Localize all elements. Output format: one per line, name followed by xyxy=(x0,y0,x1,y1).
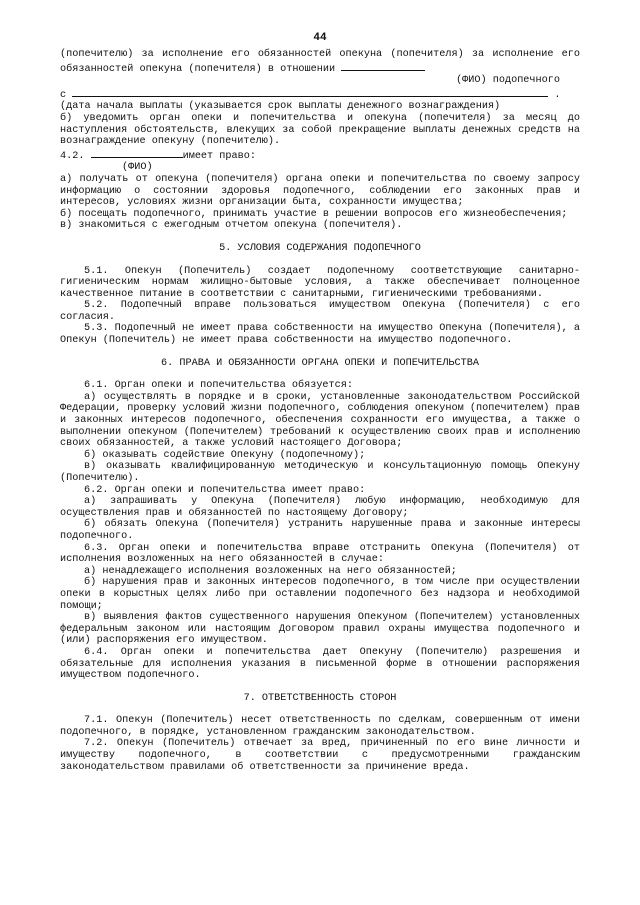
intro-item-b: б) уведомить орган опеки и попечительства и опекуна (попечителя) за месяц до наступления обстоятельств, влекущих за собой прекращение выплаты денежных средств на вознаграждение опекуну (попечителю). xyxy=(60,112,580,148)
clause-6-3-b: б) нарушения прав и законных интересов подопечного, в том числе при осуществлении опеки в корыстных целях либо при оставлении подопечного без надзора и необходимой помощи; xyxy=(60,577,580,612)
clause-6-2: 6.2. Орган опеки и попечительства имеет право: xyxy=(84,484,366,496)
section-5-title: 5. УСЛОВИЯ СОДЕРЖАНИЯ ПОДОПЕЧНОГО xyxy=(219,242,421,254)
clause-5-3: 5.3. Подопечный не имеет права собственности на имущество Опекуна (Попечителя), а Опекун (Попечитель) не имеет права собственности на имущество подопечного. xyxy=(60,323,580,347)
document-body xyxy=(60,49,580,773)
guardian-name-blank xyxy=(91,148,183,158)
clause-7-2: 7.2. Опекун (Попечитель) отвечает за вред, причиненный по его вине личности и имуществу подопечного, в соответствии с предусмотренными гражданским законодательством правилами об ответственности за причинение вреда. xyxy=(60,738,580,773)
intro-item-v: в) знакомиться с ежегодным отчетом опекуна (попечителя). xyxy=(60,220,403,232)
fio-ward-label: (ФИО) подопечного xyxy=(456,75,560,87)
clause-5-1: 5.1. Опекун (Попечитель) создает подопечному соответствующие санитарно-гигиеническим нормам жилищно-бытовые условия, а также обеспечивает полноценное качественное питание в соответствии с санитарными, гигиеническими требованиями. xyxy=(60,265,580,300)
section-7-title: 7. ОТВЕТСТВЕННОСТЬ СТОРОН xyxy=(243,692,397,704)
clause-6-1-v: в) оказывать квалифицированную методическую и консультационную помощь Опекуну (Попечителю). xyxy=(60,461,580,484)
ward-name-blank xyxy=(341,61,425,71)
clause-6-1: 6.1. Орган опеки и попечительства обязуется: xyxy=(84,380,353,392)
intro-item-a: а) получать от опекуна (попечителя) органа опеки и попечительства по своему запросу информацию о состоянии здоровья подопечного, соблюдении его законных прав и интересов, условиях жизни организации быта, сохранности имущества; xyxy=(60,173,580,209)
clause-4-2-num: 4.2. xyxy=(60,150,85,162)
clause-4-2-text: имеет право: xyxy=(182,150,256,162)
section-6-title: 6. ПРАВА И ОБЯЗАННОСТИ ОРГАНА ОПЕКИ И ПОПЕЧИТЕЛЬСТВА xyxy=(161,357,479,369)
fio-label: (ФИО) xyxy=(122,162,153,174)
intro-line-3 xyxy=(60,87,580,102)
intro-line-4: (дата начала выплаты (указывается срок выплаты денежного вознаграждения) xyxy=(60,101,501,113)
clause-7-1: 7.1. Опекун (Попечитель) несет ответственность по сделкам, совершенным от имени подопечного, в порядке, установленном гражданским законодательством. xyxy=(60,715,580,738)
clause-6-1-b: б) оказывать содействие Опекуну (подопечному); xyxy=(84,449,366,461)
clause-6-3: 6.3. Орган опеки и попечительства вправе отстранить Опекуна (Попечителя) от исполнения возложенных на него обязанностей в случае: xyxy=(60,542,580,566)
clause-6-4: 6.4. Орган опеки и попечительства дает Опекуну (Попечителю) разрешения и обязательные для исполнения указания в письменной форме в отношении распоряжения имуществом подопечного. xyxy=(60,646,580,682)
intro-line-3-start: с xyxy=(60,89,67,101)
intro-line-2-text: обязанностей опекуна (попечителя) в отношении xyxy=(60,63,336,75)
intro-item-b2: б) посещать подопечного, принимать участие в решении вопросов его жизнеобеспечения; xyxy=(60,208,568,220)
clause-6-2-b: б) обязать Опекуна (Попечителя) устранить нарушенные права и законные интересы подопечного. xyxy=(60,519,580,542)
intro-line-3-end: . xyxy=(554,89,561,101)
payment-date-blank xyxy=(72,87,548,97)
clause-4-2 xyxy=(60,148,580,163)
clause-6-3-v: в) выявления фактов существенного нарушения Опекуном (Попечителем) установленных федеральным законом или настоящим Договором правил охраны имущества подопечного и (или) распоряжения его имуществом. xyxy=(60,612,580,647)
clause-5-2: 5.2. Подопечный вправе пользоваться имуществом Опекуна (Попечителя) с его согласия. xyxy=(60,300,580,323)
intro-line-1: (попечителю) за исполнение его обязанностей опекуна (попечителя) за исполнение его xyxy=(60,49,580,60)
intro-line-2 xyxy=(60,61,580,76)
page-number: 44 xyxy=(313,32,327,44)
clause-6-1-a: а) осуществлять в порядке и в сроки, установленные законодательством Российской Федерации, проверку условий жизни подопечного, соблюдения опекуном (попечителем) прав и законных интересов подопечного, обеспечения сохранности его имущества, а также о выполнении опекуном (Попечителем) требований к осуществлению своих прав и исполнению своих обязанностей, а также условий настоящего Договора; xyxy=(60,391,580,450)
clause-6-3-a: а) ненадлежащего исполнения возложенных на него обязанностей; xyxy=(84,565,457,577)
clause-6-2-a: а) запрашивать у Опекуна (Попечителя) любую информацию, необходимую для осуществления прав и обязанностей по настоящему Договору; xyxy=(60,496,580,519)
